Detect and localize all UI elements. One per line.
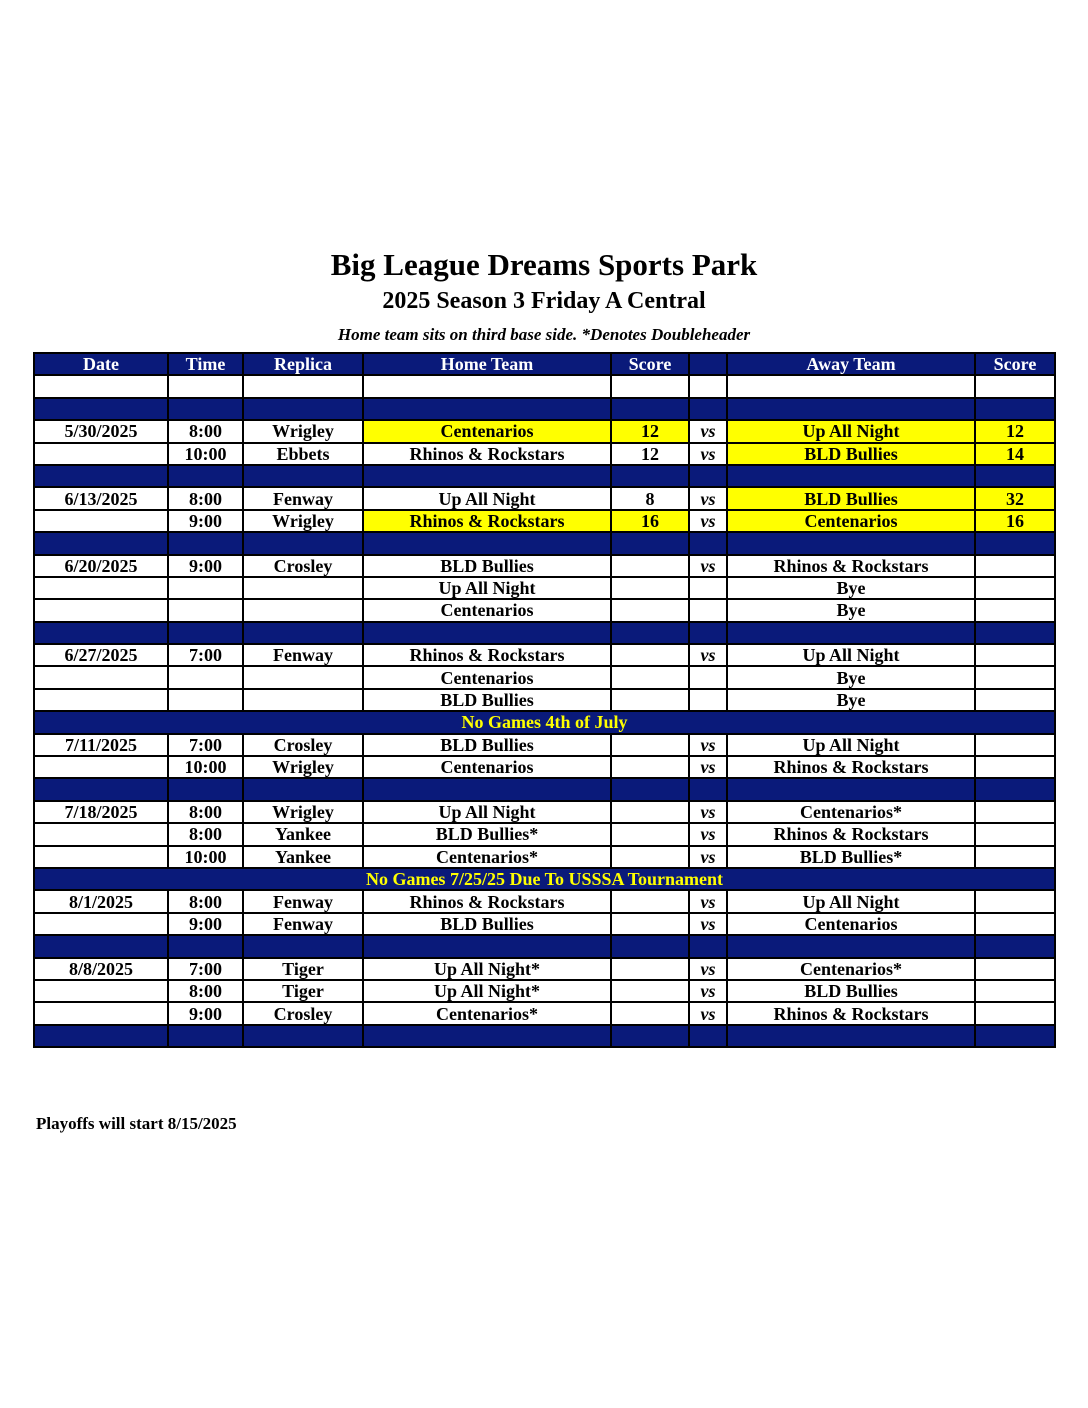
vs-cell <box>689 666 727 688</box>
vs-cell <box>689 935 727 957</box>
time-cell <box>168 1025 243 1047</box>
separator-row <box>34 398 1055 420</box>
away-team-cell <box>727 622 975 644</box>
home-score-cell: 8 <box>611 487 689 509</box>
replica-cell <box>243 577 363 599</box>
vs-cell: vs <box>689 487 727 509</box>
table-row <box>34 980 1055 1002</box>
replica-cell: Wrigley <box>243 420 363 442</box>
away-score-cell <box>975 913 1055 935</box>
date-cell: 7/18/2025 <box>34 801 168 823</box>
away-score-cell <box>975 577 1055 599</box>
home-score-cell <box>611 532 689 554</box>
time-cell <box>168 778 243 800</box>
replica-cell <box>243 935 363 957</box>
away-score-cell <box>975 958 1055 980</box>
home-score-cell <box>611 599 689 621</box>
vs-cell <box>689 532 727 554</box>
home-score-cell <box>611 644 689 666</box>
away-score-cell <box>975 778 1055 800</box>
replica-cell: Fenway <box>243 487 363 509</box>
separator-row <box>34 1025 1055 1047</box>
home-team-cell: BLD Bullies <box>363 689 611 711</box>
table-header-row <box>34 353 1055 375</box>
time-cell <box>168 465 243 487</box>
home-team-cell: Centenarios <box>363 756 611 778</box>
home-score-cell <box>611 689 689 711</box>
replica-cell: Ebbets <box>243 443 363 465</box>
home-score-cell <box>611 622 689 644</box>
date-cell: 5/30/2025 <box>34 420 168 442</box>
away-team-cell: Up All Night <box>727 644 975 666</box>
away-score-cell <box>975 465 1055 487</box>
away-score-cell <box>975 734 1055 756</box>
home-score-cell <box>611 734 689 756</box>
vs-cell: vs <box>689 510 727 532</box>
date-cell <box>34 599 168 621</box>
no-games-notice: No Games 4th of July <box>34 711 1055 733</box>
home-team-cell <box>363 622 611 644</box>
no-games-notice-row <box>34 868 1055 890</box>
time-cell <box>168 375 243 397</box>
away-team-cell: Rhinos & Rockstars <box>727 756 975 778</box>
home-team-cell <box>363 375 611 397</box>
away-score-cell <box>975 555 1055 577</box>
replica-cell: Fenway <box>243 644 363 666</box>
vs-cell <box>689 778 727 800</box>
date-cell <box>34 823 168 845</box>
home-team-cell <box>363 778 611 800</box>
home-score-cell <box>611 398 689 420</box>
home-team-cell: BLD Bullies <box>363 734 611 756</box>
home-score-cell <box>611 555 689 577</box>
away-team-cell: Rhinos & Rockstars <box>727 555 975 577</box>
home-team-cell: Centenarios* <box>363 846 611 868</box>
home-score-cell <box>611 375 689 397</box>
replica-cell <box>243 622 363 644</box>
away-team-cell: Bye <box>727 666 975 688</box>
home-score-cell <box>611 1002 689 1024</box>
home-score-cell: 16 <box>611 510 689 532</box>
date-cell <box>34 756 168 778</box>
home-score-cell <box>611 756 689 778</box>
home-score-cell <box>611 890 689 912</box>
replica-cell: Yankee <box>243 846 363 868</box>
time-cell: 8:00 <box>168 420 243 442</box>
home-team-cell: Centenarios <box>363 599 611 621</box>
no-games-notice: No Games 7/25/25 Due To USSSA Tournament <box>34 868 1055 890</box>
away-team-cell <box>727 1025 975 1047</box>
away-score-cell <box>975 756 1055 778</box>
time-cell <box>168 622 243 644</box>
away-score-cell <box>975 398 1055 420</box>
away-score-cell <box>975 890 1055 912</box>
date-cell <box>34 666 168 688</box>
header-vs <box>689 353 727 375</box>
time-cell <box>168 532 243 554</box>
time-cell: 9:00 <box>168 1002 243 1024</box>
vs-cell <box>689 1025 727 1047</box>
vs-cell: vs <box>689 734 727 756</box>
away-score-cell <box>975 375 1055 397</box>
date-cell <box>34 980 168 1002</box>
home-team-cell: Up All Night <box>363 801 611 823</box>
time-cell: 10:00 <box>168 443 243 465</box>
away-score-cell <box>975 1025 1055 1047</box>
table-row <box>34 890 1055 912</box>
away-score-cell: 14 <box>975 443 1055 465</box>
away-team-cell: Bye <box>727 599 975 621</box>
away-score-cell: 32 <box>975 487 1055 509</box>
date-cell <box>34 465 168 487</box>
home-score-cell <box>611 778 689 800</box>
time-cell <box>168 577 243 599</box>
time-cell: 7:00 <box>168 644 243 666</box>
home-team-cell <box>363 398 611 420</box>
header-home-team: Home Team <box>363 353 611 375</box>
away-score-cell <box>975 935 1055 957</box>
table-row <box>34 555 1055 577</box>
date-cell <box>34 510 168 532</box>
home-score-cell <box>611 980 689 1002</box>
home-team-cell: BLD Bullies* <box>363 823 611 845</box>
home-score-cell <box>611 958 689 980</box>
vs-cell <box>689 398 727 420</box>
replica-cell: Wrigley <box>243 756 363 778</box>
time-cell <box>168 398 243 420</box>
table-row <box>34 1002 1055 1024</box>
home-score-cell <box>611 913 689 935</box>
table-row <box>34 666 1055 688</box>
time-cell: 9:00 <box>168 510 243 532</box>
vs-cell: vs <box>689 958 727 980</box>
home-score-cell <box>611 935 689 957</box>
time-cell <box>168 689 243 711</box>
date-cell: 8/1/2025 <box>34 890 168 912</box>
time-cell: 8:00 <box>168 487 243 509</box>
away-team-cell: BLD Bullies <box>727 443 975 465</box>
schedule-body <box>34 375 1055 1047</box>
home-score-cell <box>611 801 689 823</box>
table-row <box>34 644 1055 666</box>
separator-row <box>34 532 1055 554</box>
vs-cell <box>689 599 727 621</box>
table-row <box>34 823 1055 845</box>
away-team-cell: Centenarios <box>727 913 975 935</box>
date-cell <box>34 1002 168 1024</box>
date-cell: 6/13/2025 <box>34 487 168 509</box>
away-score-cell <box>975 666 1055 688</box>
blank-row <box>34 375 1055 397</box>
replica-cell: Crosley <box>243 1002 363 1024</box>
table-row <box>34 756 1055 778</box>
date-cell <box>34 689 168 711</box>
footer-note: Playoffs will start 8/15/2025 <box>36 1114 237 1133</box>
replica-cell <box>243 689 363 711</box>
date-cell: 6/20/2025 <box>34 555 168 577</box>
away-team-cell <box>727 778 975 800</box>
date-cell <box>34 1025 168 1047</box>
away-score-cell <box>975 980 1055 1002</box>
away-score-cell: 12 <box>975 420 1055 442</box>
replica-cell: Wrigley <box>243 510 363 532</box>
home-score-cell <box>611 666 689 688</box>
replica-cell: Wrigley <box>243 801 363 823</box>
away-team-cell: Bye <box>727 577 975 599</box>
home-team-cell: Up All Night <box>363 487 611 509</box>
date-cell: 6/27/2025 <box>34 644 168 666</box>
time-cell: 7:00 <box>168 734 243 756</box>
away-score-cell <box>975 689 1055 711</box>
replica-cell: Tiger <box>243 980 363 1002</box>
time-cell <box>168 666 243 688</box>
home-team-cell <box>363 532 611 554</box>
table-row <box>34 689 1055 711</box>
replica-cell: Tiger <box>243 958 363 980</box>
away-team-cell <box>727 398 975 420</box>
home-team-cell <box>363 935 611 957</box>
vs-cell: vs <box>689 980 727 1002</box>
replica-cell: Fenway <box>243 890 363 912</box>
time-cell: 10:00 <box>168 756 243 778</box>
away-team-cell <box>727 532 975 554</box>
replica-cell <box>243 465 363 487</box>
header-date: Date <box>34 353 168 375</box>
home-score-cell <box>611 846 689 868</box>
table-row <box>34 510 1055 532</box>
header-replica: Replica <box>243 353 363 375</box>
home-score-cell <box>611 465 689 487</box>
vs-cell: vs <box>689 443 727 465</box>
date-cell <box>34 577 168 599</box>
replica-cell <box>243 375 363 397</box>
away-team-cell: Bye <box>727 689 975 711</box>
no-games-notice-row <box>34 711 1055 733</box>
time-cell <box>168 599 243 621</box>
replica-cell <box>243 778 363 800</box>
home-team-cell: BLD Bullies <box>363 555 611 577</box>
away-team-cell: Up All Night <box>727 420 975 442</box>
separator-row <box>34 465 1055 487</box>
time-cell: 9:00 <box>168 555 243 577</box>
table-row <box>34 801 1055 823</box>
schedule-table <box>33 352 1056 1048</box>
home-score-cell: 12 <box>611 420 689 442</box>
home-team-cell: BLD Bullies <box>363 913 611 935</box>
vs-cell: vs <box>689 801 727 823</box>
home-team-cell: Rhinos & Rockstars <box>363 510 611 532</box>
vs-cell <box>689 622 727 644</box>
header-note: Home team sits on third base side. *Denotes Doubleheader <box>337 325 751 344</box>
away-team-cell: Centenarios* <box>727 801 975 823</box>
away-score-cell <box>975 532 1055 554</box>
away-score-cell <box>975 599 1055 621</box>
home-score-cell <box>611 823 689 845</box>
date-cell <box>34 443 168 465</box>
away-team-cell: BLD Bullies* <box>727 846 975 868</box>
time-cell <box>168 935 243 957</box>
home-score-cell <box>611 577 689 599</box>
home-score-cell: 12 <box>611 443 689 465</box>
table-row <box>34 599 1055 621</box>
away-score-cell <box>975 823 1055 845</box>
replica-cell: Fenway <box>243 913 363 935</box>
away-team-cell: Centenarios* <box>727 958 975 980</box>
replica-cell: Crosley <box>243 555 363 577</box>
date-cell <box>34 375 168 397</box>
replica-cell <box>243 398 363 420</box>
vs-cell <box>689 375 727 397</box>
separator-row <box>34 935 1055 957</box>
date-cell <box>34 532 168 554</box>
time-cell: 8:00 <box>168 980 243 1002</box>
table-row <box>34 487 1055 509</box>
home-team-cell: Up All Night* <box>363 980 611 1002</box>
time-cell: 7:00 <box>168 958 243 980</box>
table-row <box>34 420 1055 442</box>
home-team-cell: Rhinos & Rockstars <box>363 443 611 465</box>
header-away-team: Away Team <box>727 353 975 375</box>
table-row <box>34 734 1055 756</box>
away-score-cell <box>975 1002 1055 1024</box>
vs-cell <box>689 465 727 487</box>
vs-cell: vs <box>689 420 727 442</box>
vs-cell: vs <box>689 756 727 778</box>
table-row <box>34 443 1055 465</box>
page-title: Big League Dreams Sports Park <box>330 247 758 282</box>
replica-cell <box>243 532 363 554</box>
replica-cell <box>243 599 363 621</box>
home-team-cell: Centenarios* <box>363 1002 611 1024</box>
away-score-cell <box>975 846 1055 868</box>
vs-cell: vs <box>689 823 727 845</box>
home-team-cell: Rhinos & Rockstars <box>363 890 611 912</box>
away-team-cell: BLD Bullies <box>727 980 975 1002</box>
separator-row <box>34 778 1055 800</box>
away-score-cell <box>975 622 1055 644</box>
away-score-cell <box>975 644 1055 666</box>
vs-cell: vs <box>689 846 727 868</box>
home-team-cell <box>363 465 611 487</box>
date-cell: 8/8/2025 <box>34 958 168 980</box>
home-team-cell <box>363 1025 611 1047</box>
vs-cell: vs <box>689 890 727 912</box>
header-time: Time <box>168 353 243 375</box>
replica-cell <box>243 1025 363 1047</box>
separator-row <box>34 622 1055 644</box>
time-cell: 10:00 <box>168 846 243 868</box>
vs-cell: vs <box>689 555 727 577</box>
away-score-cell: 16 <box>975 510 1055 532</box>
date-cell <box>34 398 168 420</box>
table-row <box>34 846 1055 868</box>
vs-cell: vs <box>689 913 727 935</box>
time-cell: 8:00 <box>168 823 243 845</box>
header-home-score: Score <box>611 353 689 375</box>
away-team-cell <box>727 935 975 957</box>
replica-cell: Yankee <box>243 823 363 845</box>
away-team-cell <box>727 375 975 397</box>
home-team-cell: Centenarios <box>363 420 611 442</box>
away-team-cell: Up All Night <box>727 890 975 912</box>
date-cell <box>34 622 168 644</box>
time-cell: 8:00 <box>168 890 243 912</box>
table-row <box>34 913 1055 935</box>
replica-cell <box>243 666 363 688</box>
date-cell <box>34 913 168 935</box>
date-cell: 7/11/2025 <box>34 734 168 756</box>
home-team-cell: Up All Night <box>363 577 611 599</box>
table-row <box>34 958 1055 980</box>
home-team-cell: Centenarios <box>363 666 611 688</box>
date-cell <box>34 778 168 800</box>
away-team-cell: Rhinos & Rockstars <box>727 823 975 845</box>
vs-cell: vs <box>689 644 727 666</box>
away-team-cell <box>727 465 975 487</box>
away-team-cell: Centenarios <box>727 510 975 532</box>
time-cell: 8:00 <box>168 801 243 823</box>
away-score-cell <box>975 801 1055 823</box>
away-team-cell: Up All Night <box>727 734 975 756</box>
vs-cell: vs <box>689 1002 727 1024</box>
home-score-cell <box>611 1025 689 1047</box>
date-cell <box>34 846 168 868</box>
page-subtitle: 2025 Season 3 Friday A Central <box>382 288 706 314</box>
replica-cell: Crosley <box>243 734 363 756</box>
away-team-cell: Rhinos & Rockstars <box>727 1002 975 1024</box>
vs-cell <box>689 577 727 599</box>
header-away-score: Score <box>975 353 1055 375</box>
away-team-cell: BLD Bullies <box>727 487 975 509</box>
time-cell: 9:00 <box>168 913 243 935</box>
table-row <box>34 577 1055 599</box>
vs-cell <box>689 689 727 711</box>
home-team-cell: Up All Night* <box>363 958 611 980</box>
date-cell <box>34 935 168 957</box>
home-team-cell: Rhinos & Rockstars <box>363 644 611 666</box>
